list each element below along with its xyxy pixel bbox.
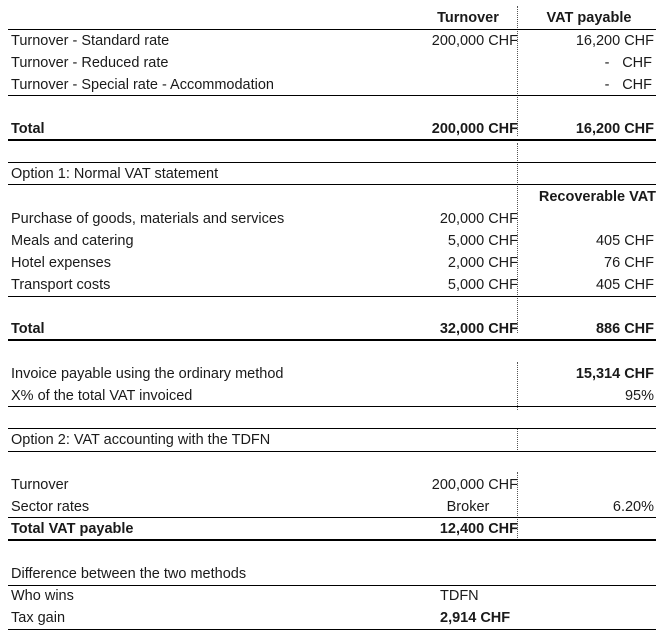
dash: - [604,55,610,71]
table-row [8,52,656,74]
total-row [8,518,656,540]
table-row [8,274,656,296]
row-label: Hotel expenses [11,255,111,271]
row-label: Meals and catering [11,233,134,249]
section-title-row [8,163,656,185]
row-amount: 200,000 CHF [431,477,518,493]
header-row [8,186,656,208]
row-vat: 76 CHF [604,255,654,271]
difference-title: Difference between the two methods [11,566,247,582]
divider [8,184,656,185]
row-label: Tax gain [11,610,66,626]
table-row [8,585,656,607]
who-value: TDFN [440,588,479,604]
table-row [8,30,656,52]
row-label: Purchase of goods, materials and services [11,211,285,227]
row-vat: 405 CHF [595,277,654,293]
invoice-label: Invoice payable using the ordinary method [11,366,284,382]
total-vat: 16,200 CHF [575,121,654,137]
row-label: Turnover - Reduced rate [11,55,169,71]
row-label: Who wins [11,588,74,604]
row-label: Turnover - Standard rate [11,33,170,49]
divider [8,451,656,452]
table-row [8,230,656,252]
header-row [8,7,656,29]
row-amount: 2,000 CHF [447,255,518,271]
table-row [8,496,656,518]
total-row [8,318,656,340]
row-amount: 5,000 CHF [447,233,518,249]
vat-payable-header: VAT payable [546,10,632,26]
row-vat: 405 CHF [595,233,654,249]
row-vat [524,208,654,230]
dash: - [604,77,610,93]
table-row [8,607,656,629]
divider [8,539,656,541]
sector-value: Broker [446,499,490,515]
percent-row [8,385,656,407]
sector-rate: 6.20% [612,499,654,515]
total-label: Total [11,121,45,137]
table-row [8,208,656,230]
row-vat: 16,200 CHF [575,33,654,49]
invoice-value: 15,314 CHF [575,366,654,382]
table-row [8,252,656,274]
total-row [8,118,656,140]
row-amount: 20,000 CHF [439,211,518,227]
option2-title: Option 2: VAT accounting with the TDFN [11,432,271,448]
recoverable-vat-header: Recoverable VAT [538,189,656,205]
divider [8,339,656,341]
row-vat [524,74,654,96]
percent-label: X% of the total VAT invoiced [11,388,193,404]
row-vat [524,52,654,74]
invoice-row [8,363,656,385]
section-title-row [8,429,656,451]
divider [8,95,656,96]
row-label: Sector rates [11,499,90,515]
turnover-header: Turnover [437,10,499,26]
total-label: Total [11,321,45,337]
row-amount: 5,000 CHF [447,277,518,293]
row-label: Transport costs [11,277,111,293]
gain-value: 2,914 CHF [440,610,511,626]
option1-title: Option 1: Normal VAT statement [11,166,219,182]
unit: CHF [622,77,652,93]
section-title-row [8,563,656,585]
unit: CHF [622,55,652,71]
row-label: Turnover - Special rate - Accommodation [11,77,274,93]
total-vat: 886 CHF [595,321,654,337]
total-value: 12,400 CHF [439,521,518,537]
divider [8,406,656,407]
divider [8,296,656,297]
row-turnover: 200,000 CHF [431,33,518,49]
table-row [8,474,656,496]
table-row [8,74,656,96]
divider [8,629,656,630]
total-amount: 32,000 CHF [439,321,518,337]
percent-value: 95% [624,388,654,404]
total-turnover: 200,000 CHF [431,121,518,137]
divider [8,139,656,141]
total-label: Total VAT payable [11,521,134,537]
row-label: Turnover [11,477,69,493]
